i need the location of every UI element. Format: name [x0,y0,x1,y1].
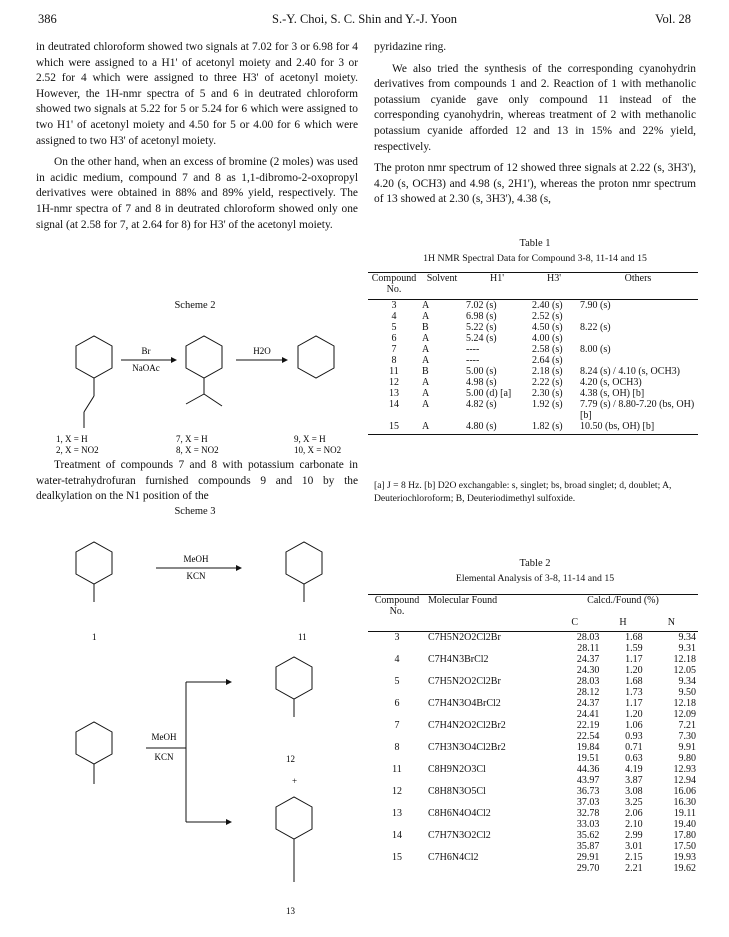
structure-9 [298,336,334,378]
table-1-subtitle: 1H NMR Spectral Data for Compound 3-8, 11-14 and 15 [423,253,647,264]
table-cell: 8.22 (s) [580,322,611,333]
table-cell [578,355,698,366]
table-1 [368,272,698,435]
paragraph: Treatment of compounds 7 and 8 with potassium carbonate in water-tetrahydrofuran furnished compounds 9 and 10 by the dealkylation on the N1 position of the [36,459,358,503]
table-cell: B [422,366,429,377]
table-row [368,720,698,731]
table-cell: 1.73 [625,687,643,698]
table-cell: 9.91 [678,742,696,753]
paragraph: On the other hand, when an excess of bromine (2 moles) was used in acidic medium, compound 7 and 8 as 1,1-dibromo-2-oxopropyl derivatives were obtained in 88% and 89% yield, respectively. The 1H-nmr spectra of 7 and 8 in deutrated chloroform showed only one signal (at 2.58 for 7, at 2.64 for 8) for H3' of the acetonyl moiety. [36,156,358,231]
table-cell: 2.06 [625,808,643,819]
table-row [368,643,698,654]
table-cell: 28.03 [576,632,600,643]
table-cell: C8H6N4O4Cl2 [428,808,491,819]
table-cell: 19.93 [673,852,696,863]
table-cell: 9.34 [678,632,696,643]
scheme-3 [36,522,358,922]
table-cell: 7.02 (s) [466,300,497,311]
table-row [368,786,698,797]
compound-label: 2, X = NO2 [56,445,99,455]
table-cell: 9.80 [678,753,696,764]
table-cell: 5.24 (s) [466,333,497,344]
table-row [368,399,698,421]
table-cell: 2.18 (s) [532,366,563,377]
table-row [368,300,698,312]
table-cell: 6 [394,698,400,709]
table-cell: 0.71 [625,742,643,753]
arrowhead [236,565,242,571]
table-cell: 37.03 [576,797,600,808]
table-row [368,654,698,665]
table-cell: 24.37 [576,654,600,665]
volume: Vol. 28 [655,12,691,26]
table-cell: 32.78 [576,808,600,819]
table-cell: 7.79 (s) / 8.80-7.20 (bs, OH) [b] [580,399,695,421]
table-cell: C7H4N2O2Cl2Br2 [428,720,506,731]
arrowhead [226,819,232,825]
table-cell: 7.30 [678,731,696,742]
table-cell: 9.50 [678,687,696,698]
table-cell: 7 [394,720,400,731]
table-row [368,355,698,366]
table-cell: 24.30 [576,665,600,676]
table-cell: 2.22 (s) [532,377,563,388]
table-row [368,322,698,333]
table-cell: C8H8N3O5Cl [428,786,486,797]
table-cell: 44.36 [576,764,600,775]
table-cell: 24.37 [576,698,600,709]
table-cell: 2.30 (s) [532,388,563,399]
structure-7 [186,336,222,406]
table-cell: 4.80 (s) [466,421,497,432]
right-column-top [374,40,696,208]
col-header: Compound No. [374,595,420,617]
table-cell: 8 [394,742,400,753]
table-cell: 28.12 [576,687,600,698]
table-cell: 4.19 [625,764,643,775]
table-cell: 3 [394,632,400,643]
table-cell: C7H5N2O2Cl2Br [428,632,501,643]
table-cell: 0.93 [625,731,643,742]
table-cell: 22.54 [576,731,600,742]
table-cell: 15 [392,852,402,863]
paragraph: in deutrated chloroform showed two signals at 7.02 for 3 or 6.98 for 4 which were assigned to a H1' of acetonyl moiety and 2.40 for 3 or 2.52 for 4 which were assigned to three H3' of acetonyl moiety. However, the 1H-nmr spectra of 5 and 6 in deutrated chloroform showed two signals at 5.22 for 5 or 5.24 for 6 which were assigned to two H1' of acetonyl moiety and 4.50 for 5 or 4.00 for 6 which were assigned to two H3' of acetonyl moiety. [36,41,358,147]
table-cell: 13 [389,388,399,399]
reagent: NaOAc [132,363,160,373]
compound-label: 11 [298,632,307,642]
table-row [368,797,698,808]
table-cell: 5 [391,322,397,333]
table-row [368,311,698,322]
table-row [368,753,698,764]
table-cell: A [422,399,430,410]
table-cell: 22.19 [576,720,600,731]
table-row [368,731,698,742]
table-cell: 16.06 [673,786,696,797]
table-cell: 3.87 [625,775,643,786]
table-cell: 3 [391,300,397,311]
table-row [368,775,698,786]
table-cell: 43.97 [576,775,600,786]
table-cell: 12.18 [673,654,696,665]
table-cell: 35.87 [576,841,600,852]
table-cell: 12.05 [673,665,696,676]
table-cell: 1.17 [625,654,643,665]
table-cell: 2.64 (s) [532,355,563,366]
table-cell: 1.92 (s) [532,399,563,410]
table-cell: 12 [392,786,402,797]
table-cell: 2.40 (s) [532,300,563,311]
reagent: H2O [253,346,271,356]
structure-13 [276,797,312,882]
table-cell: 12.93 [673,764,696,775]
table-row [368,333,698,344]
table-cell: 2.52 (s) [532,311,563,322]
col-header-n: N [667,617,675,628]
col-header-h: H [619,617,627,628]
table-1-title: Table 1 [519,238,551,249]
table-cell: 29.91 [576,852,600,863]
table-row [368,687,698,698]
table-cell: 2.21 [625,863,643,874]
table-row [368,665,698,676]
table-2-title: Table 2 [519,558,551,569]
table-cell: 7 [391,344,397,355]
paragraph: The proton nmr spectrum of 12 showed three signals at 2.22 (s, 3H3'), 4.20 (s, OCH3) and 4.98 (s, 2H1'), whereas the proton nmr spectrum of 13 showed at 2.30 (s, 3H3'), 4.38 (s, [374,162,696,206]
table-row [368,830,698,841]
table-cell: 5.00 (s) [466,366,497,377]
table-cell: C7H4N3BrCl2 [428,654,489,665]
table-row [368,676,698,687]
table-row [368,388,698,399]
structure-1 [76,336,112,428]
table-cell: 12.09 [673,709,696,720]
left-column-mid [36,458,358,505]
col-header-c: C [571,617,578,628]
table-cell: 4 [394,654,400,665]
table-row [368,709,698,720]
reagent: KCN [186,571,206,581]
table-cell: 1.17 [625,698,643,709]
table-cell: 4.00 (s) [532,333,563,344]
table-cell: 19.11 [673,808,696,819]
table-cell: 5 [394,676,400,687]
table-2 [368,594,698,874]
table-cell: 36.73 [576,786,600,797]
table-cell: 19.84 [576,742,600,753]
table-row [368,698,698,709]
table-cell: 15 [389,421,399,432]
table-cell: 10.50 (bs, OH) [b] [580,421,655,432]
table-row [368,863,698,874]
table-cell: 6.98 (s) [466,311,497,322]
table-cell: 1.68 [625,632,643,643]
table-cell: C7H7N3O2Cl2 [428,830,491,841]
table-cell: 16.30 [673,797,696,808]
table-cell: 12 [389,377,399,388]
table-1-footnote: [a] J = 8 Hz. [b] D2O exchangable: s, singlet; bs, broad singlet; d, doublet; A, Deuteriochloroform; B, Deuteriodimethyl sulfoxide. [374,480,672,504]
paragraph: pyridazine ring. [374,41,447,53]
reagent: MeOH [151,732,177,742]
table-cell: 28.11 [577,643,600,654]
reagent: MeOH [183,554,209,564]
col-header: Molecular Found [428,595,498,606]
paragraph: We also tried the synthesis of the corresponding cyanohydrin derivatives from compounds 1 and 2. Reaction of 1 with methanolic potassium cyanide gave only compound 11 instead of the corresponding cyanohydrin, whereas treatment of 2 with methanolic potassium cyanide afforded 12 and 13 in 15% and 22% yield, respectively. [374,62,696,153]
compound-label: 8, X = NO2 [176,445,219,455]
scheme-2 [36,316,358,456]
table-cell: 4.20 (s, OCH3) [580,377,642,388]
table-cell: 12.18 [673,698,696,709]
compound-label: 13 [286,906,295,916]
table-cell: 14 [389,399,399,410]
table-cell: 1.82 (s) [532,421,563,432]
table-cell: 2.99 [625,830,643,841]
table-cell: C8H9N2O3Cl [428,764,486,775]
arrowhead [282,357,288,363]
arrowhead [171,357,177,363]
table-row [368,764,698,775]
table-cell: 9.34 [678,676,696,687]
table-cell: 4 [391,311,397,322]
table-cell: 2.58 (s) [532,344,563,355]
table-cell: 19.62 [673,863,696,874]
reagent: KCN [154,752,174,762]
table-row [368,808,698,819]
table-cell: A [422,388,430,399]
table-cell: A [422,311,430,322]
table-cell [578,333,698,344]
plus-sign: + [292,776,298,786]
table-cell: 3.08 [625,786,643,797]
table-cell: C7H6N4Cl2 [428,852,479,863]
table-cell: 1.59 [625,643,643,654]
arrowhead [226,679,232,685]
table-cell: C7H3N3O4Cl2Br2 [428,742,506,753]
table-row [368,344,698,355]
table-cell: 28.03 [576,676,600,687]
structure-1 [76,542,112,602]
structure-11 [286,542,322,602]
table-cell: 5.22 (s) [466,322,497,333]
left-column-top [36,40,358,233]
table-row [368,366,698,377]
table-cell: 19.40 [673,819,696,830]
table-cell: 13 [392,808,402,819]
col-header: Compound No. [371,273,417,295]
compound-label: 1 [92,632,97,642]
structure-2 [76,722,112,784]
structure-12 [276,657,312,717]
table-cell: 7.21 [678,720,696,731]
table-cell: 9.31 [678,643,696,654]
col-header: Calcd./Found (%) [587,595,659,606]
table-cell: 35.62 [576,830,600,841]
table-row [368,819,698,830]
table-cell: 0.63 [625,753,643,764]
table-cell: 4.50 (s) [532,322,563,333]
compound-label: 10, X = NO2 [294,445,342,455]
table-cell [578,311,698,322]
table-row [368,632,698,644]
table-row [368,377,698,388]
table-cell: 4.38 (s, OH) [b] [580,388,645,399]
table-cell: 14 [392,830,402,841]
table-row [368,742,698,753]
page-number: 386 [38,12,57,26]
col-header: Others [624,273,652,284]
table-cell: 24.41 [576,709,600,720]
table-cell: A [422,333,430,344]
scheme-2-title: Scheme 2 [174,300,216,311]
table-cell: A [422,421,430,432]
reagent: Br [141,346,151,356]
table-2-subtitle: Elemental Analysis of 3-8, 11-14 and 15 [455,573,615,584]
table-cell: A [422,355,430,366]
table-cell: A [422,300,430,311]
table-cell: 1.20 [625,709,643,720]
table-cell: 1.06 [625,720,643,731]
table-cell: 11 [392,764,402,775]
table-cell: 2.10 [625,819,643,830]
table-cell: 1.20 [625,665,643,676]
table-cell: C7H4N3O4BrCl2 [428,698,501,709]
compound-label: 9, X = H [294,434,326,444]
table-cell: 17.80 [673,830,696,841]
table-cell: 5.00 (d) [a] [466,388,512,399]
table-cell: 7.90 (s) [580,300,611,311]
table-cell: 29.70 [576,863,600,874]
table-cell: A [422,377,430,388]
table-cell: 4.82 (s) [466,399,497,410]
compound-label: 1, X = H [56,434,88,444]
table-cell: 4.98 (s) [466,377,497,388]
table-cell: 8.00 (s) [580,344,611,355]
table-cell: 8.24 (s) / 4.10 (s, OCH3) [580,366,680,377]
col-header: H3' [546,273,562,284]
table-cell: ---- [466,344,480,355]
table-cell: 6 [391,333,397,344]
table-cell: 8 [391,355,397,366]
compound-label: 12 [286,754,295,764]
table-cell: 33.03 [576,819,600,830]
col-header: Solvent [426,273,458,284]
table-cell: 17.50 [673,841,696,852]
table-cell: 1.68 [625,676,643,687]
table-cell: ---- [466,355,480,366]
table-cell: C7H5N2O2Cl2Br [428,676,501,687]
col-header: H1' [489,273,505,284]
scheme-3-title: Scheme 3 [174,506,216,517]
table-row [368,852,698,863]
table-cell: 12.94 [673,775,696,786]
running-head: S.-Y. Choi, S. C. Shin and Y.-J. Yoon [272,12,457,26]
compound-label: 7, X = H [176,434,208,444]
table-cell: B [422,322,429,333]
table-cell: 19.51 [576,753,600,764]
table-row [368,421,698,432]
table-cell: 11 [389,366,399,377]
table-cell: 3.25 [625,797,643,808]
table-cell: 2.15 [625,852,643,863]
table-row [368,841,698,852]
table-cell: A [422,344,430,355]
table-cell: 3.01 [625,841,643,852]
